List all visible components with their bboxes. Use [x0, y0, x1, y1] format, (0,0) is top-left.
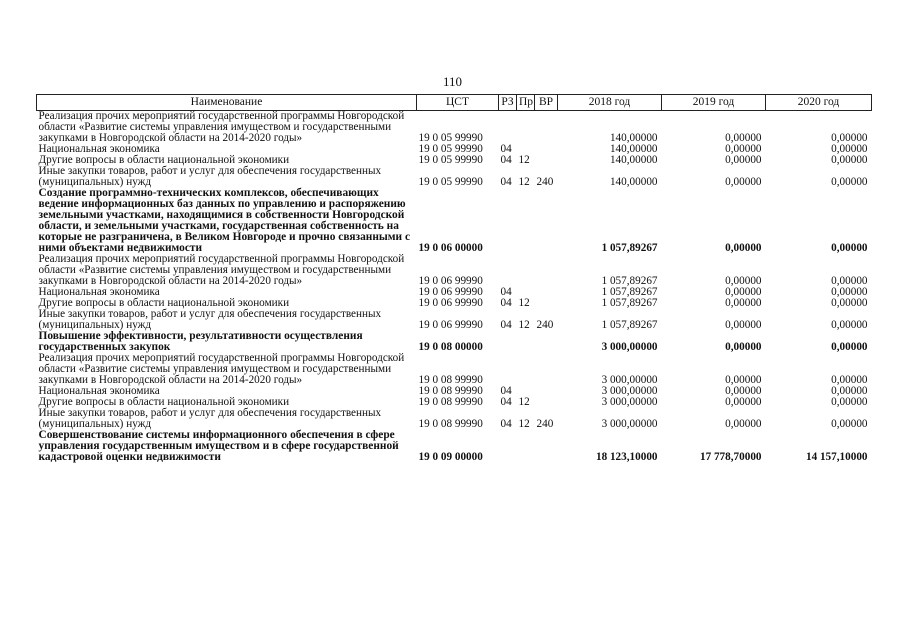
cell-2020: 14 157,10000	[805, 451, 868, 463]
table-row	[37, 331, 872, 353]
cell-2018: 1 057,89267	[601, 275, 658, 287]
cell-2018: 1 057,89267	[601, 286, 658, 298]
page-number: 110	[442, 74, 463, 89]
cell-2019: 0,00000	[725, 374, 762, 386]
header-pr: Пр	[517, 95, 535, 111]
cell-vr	[535, 111, 558, 145]
cell-name: Совершенствование системы информационного обеспечения в сфере управления государственным имуществом и в сфере государственной кадастровой оценки недвижимости	[38, 429, 399, 463]
cell-2019: 0,00000	[725, 242, 762, 254]
cell-cst: 19 0 05 99990	[418, 143, 483, 155]
cell-pr: 12	[518, 319, 530, 331]
cell-2020: 0,00000	[831, 286, 868, 298]
cell-pr: 12	[518, 418, 530, 430]
cell-2018: 1 057,89267	[601, 319, 658, 331]
cell-vr: 240	[536, 176, 554, 188]
cell-cst: 19 0 08 00000	[418, 341, 483, 353]
cell-vr	[535, 386, 558, 397]
table-row	[37, 111, 872, 145]
cell-2018: 3 000,00000	[601, 341, 658, 353]
header-2019: 2019 год	[662, 95, 766, 111]
cell-name: Иные закупки товаров, работ и услуг для обеспечения государственных (муниципальных) нужд	[38, 308, 382, 331]
cell-2018: 3 000,00000	[601, 396, 658, 408]
cell-cst: 19 0 05 99990	[418, 154, 483, 166]
table-row	[37, 430, 872, 463]
cell-2019: 17 778,70000	[699, 451, 762, 463]
header-rz: РЗ	[499, 95, 517, 111]
cell-name: Реализация прочих мероприятий государственной программы Новгородской области «Развитие системы управления имуществом и государственными закупками в Новгородской области на 2014-2020 годы»	[38, 110, 405, 144]
cell-rz: 04	[500, 143, 512, 155]
cell-rz: 04	[500, 297, 512, 309]
cell-2018: 140,00000	[609, 143, 658, 155]
cell-2018: 140,00000	[609, 176, 658, 188]
cell-cst: 19 0 08 99990	[418, 418, 483, 430]
cell-pr	[517, 430, 535, 463]
table-header-row	[37, 95, 872, 111]
cell-cst: 19 0 06 99990	[418, 275, 483, 287]
cell-name: Национальная экономика	[38, 385, 160, 397]
cell-cst: 19 0 08 99990	[418, 396, 483, 408]
header-vr: ВР	[535, 95, 558, 111]
cell-pr: 12	[518, 154, 530, 166]
cell-2020: 0,00000	[831, 418, 868, 430]
cell-pr	[517, 331, 535, 353]
cell-rz: 04	[500, 396, 512, 408]
cell-2018: 3 000,00000	[601, 418, 658, 430]
cell-rz	[499, 353, 517, 386]
cell-2020: 0,00000	[831, 396, 868, 408]
cell-vr	[535, 155, 558, 166]
cell-cst: 19 0 05 99990	[418, 132, 483, 144]
cell-cst: 19 0 06 99990	[418, 297, 483, 309]
cell-cst: 19 0 05 99990	[418, 176, 483, 188]
cell-2019: 0,00000	[725, 286, 762, 298]
cell-2020: 0,00000	[831, 374, 868, 386]
cell-name: Реализация прочих мероприятий государственной программы Новгородской области «Развитие системы управления имуществом и государственными закупками в Новгородской области на 2014-2020 годы»	[38, 253, 405, 287]
cell-2019: 0,00000	[725, 143, 762, 155]
cell-rz	[499, 254, 517, 287]
cell-vr	[535, 298, 558, 309]
cell-rz: 04	[500, 286, 512, 298]
cell-2020: 0,00000	[831, 176, 868, 188]
cell-name: Национальная экономика	[38, 286, 160, 298]
table-row	[37, 309, 872, 331]
cell-name: Реализация прочих мероприятий государственной программы Новгородской области «Развитие системы управления имуществом и государственными закупками в Новгородской области на 2014-2020 годы»	[38, 352, 405, 386]
cell-2019: 0,00000	[725, 154, 762, 166]
cell-2020: 0,00000	[831, 385, 868, 397]
cell-vr: 240	[536, 418, 554, 430]
cell-pr: 12	[518, 396, 530, 408]
cell-pr: 12	[518, 297, 530, 309]
table-row	[37, 353, 872, 386]
cell-2019: 0,00000	[725, 132, 762, 144]
cell-rz: 04	[500, 154, 512, 166]
table-row	[37, 166, 872, 188]
header-cst: ЦСТ	[417, 95, 499, 111]
cell-rz: 04	[500, 176, 512, 188]
cell-2020: 0,00000	[831, 132, 868, 144]
cell-vr	[535, 397, 558, 408]
cell-cst: 19 0 08 99990	[418, 374, 483, 386]
cell-pr	[517, 353, 535, 386]
cell-rz: 04	[500, 418, 512, 430]
cell-2019: 0,00000	[725, 418, 762, 430]
cell-2020: 0,00000	[831, 297, 868, 309]
budget-table	[36, 94, 872, 463]
cell-pr: 12	[518, 176, 530, 188]
cell-2020: 0,00000	[831, 341, 868, 353]
cell-name: Создание программно-технических комплексов, обеспечивающих ведение информационных баз данных по управлению и распоряжению земельными участками, находящимися в собственности Новгородской области, и земельными участками, государственная собственность на которые не разграничена, в Великом Новгороде и прочно связанными с ними объектами недвижимости	[38, 187, 411, 254]
cell-vr	[535, 188, 558, 254]
cell-rz	[499, 111, 517, 145]
cell-vr	[535, 144, 558, 155]
cell-name: Иные закупки товаров, работ и услуг для обеспечения государственных (муниципальных) нужд	[38, 165, 382, 188]
cell-2018: 1 057,89267	[601, 297, 658, 309]
cell-vr	[535, 331, 558, 353]
header-2020: 2020 год	[766, 95, 872, 111]
cell-pr	[517, 111, 535, 145]
cell-name: Другие вопросы в области национальной экономики	[38, 396, 290, 408]
cell-name: Другие вопросы в области национальной экономики	[38, 297, 290, 309]
cell-name: Иные закупки товаров, работ и услуг для обеспечения государственных (муниципальных) нужд	[38, 407, 382, 430]
cell-cst: 19 0 06 99990	[418, 286, 483, 298]
cell-2020: 0,00000	[831, 275, 868, 287]
cell-2018: 3 000,00000	[601, 374, 658, 386]
cell-vr	[535, 430, 558, 463]
header-2018: 2018 год	[558, 95, 662, 111]
cell-cst: 19 0 09 00000	[418, 451, 483, 463]
cell-2018: 140,00000	[609, 154, 658, 166]
cell-vr	[535, 287, 558, 298]
cell-name: Национальная экономика	[38, 143, 160, 155]
cell-name: Другие вопросы в области национальной экономики	[38, 154, 290, 166]
cell-2019: 0,00000	[725, 275, 762, 287]
table-row	[37, 408, 872, 430]
cell-rz: 04	[500, 385, 512, 397]
cell-2019: 0,00000	[725, 385, 762, 397]
cell-2018: 140,00000	[609, 132, 658, 144]
cell-2020: 0,00000	[831, 154, 868, 166]
cell-vr	[535, 254, 558, 287]
cell-2018: 18 123,10000	[595, 451, 658, 463]
cell-rz: 04	[500, 319, 512, 331]
cell-2018: 1 057,89267	[601, 242, 658, 254]
cell-rz	[499, 188, 517, 254]
cell-cst: 19 0 06 00000	[418, 242, 483, 254]
cell-rz	[499, 430, 517, 463]
cell-2020: 0,00000	[831, 143, 868, 155]
header-name: Наименование	[37, 95, 417, 111]
cell-pr	[517, 188, 535, 254]
table-row	[37, 254, 872, 287]
cell-2019: 0,00000	[725, 297, 762, 309]
cell-2019: 0,00000	[725, 176, 762, 188]
cell-vr	[535, 353, 558, 386]
cell-2020: 0,00000	[831, 242, 868, 254]
table-body	[37, 111, 872, 464]
cell-pr	[517, 254, 535, 287]
cell-name: Повышение эффективности, результативности осуществления государственных закупок	[38, 330, 363, 353]
cell-vr: 240	[536, 319, 554, 331]
cell-2018: 3 000,00000	[601, 385, 658, 397]
cell-2020: 0,00000	[831, 319, 868, 331]
cell-cst: 19 0 08 99990	[418, 385, 483, 397]
cell-2019: 0,00000	[725, 396, 762, 408]
cell-rz	[499, 331, 517, 353]
cell-cst: 19 0 06 99990	[418, 319, 483, 331]
cell-2019: 0,00000	[725, 319, 762, 331]
table-row	[37, 188, 872, 254]
cell-2019: 0,00000	[725, 341, 762, 353]
